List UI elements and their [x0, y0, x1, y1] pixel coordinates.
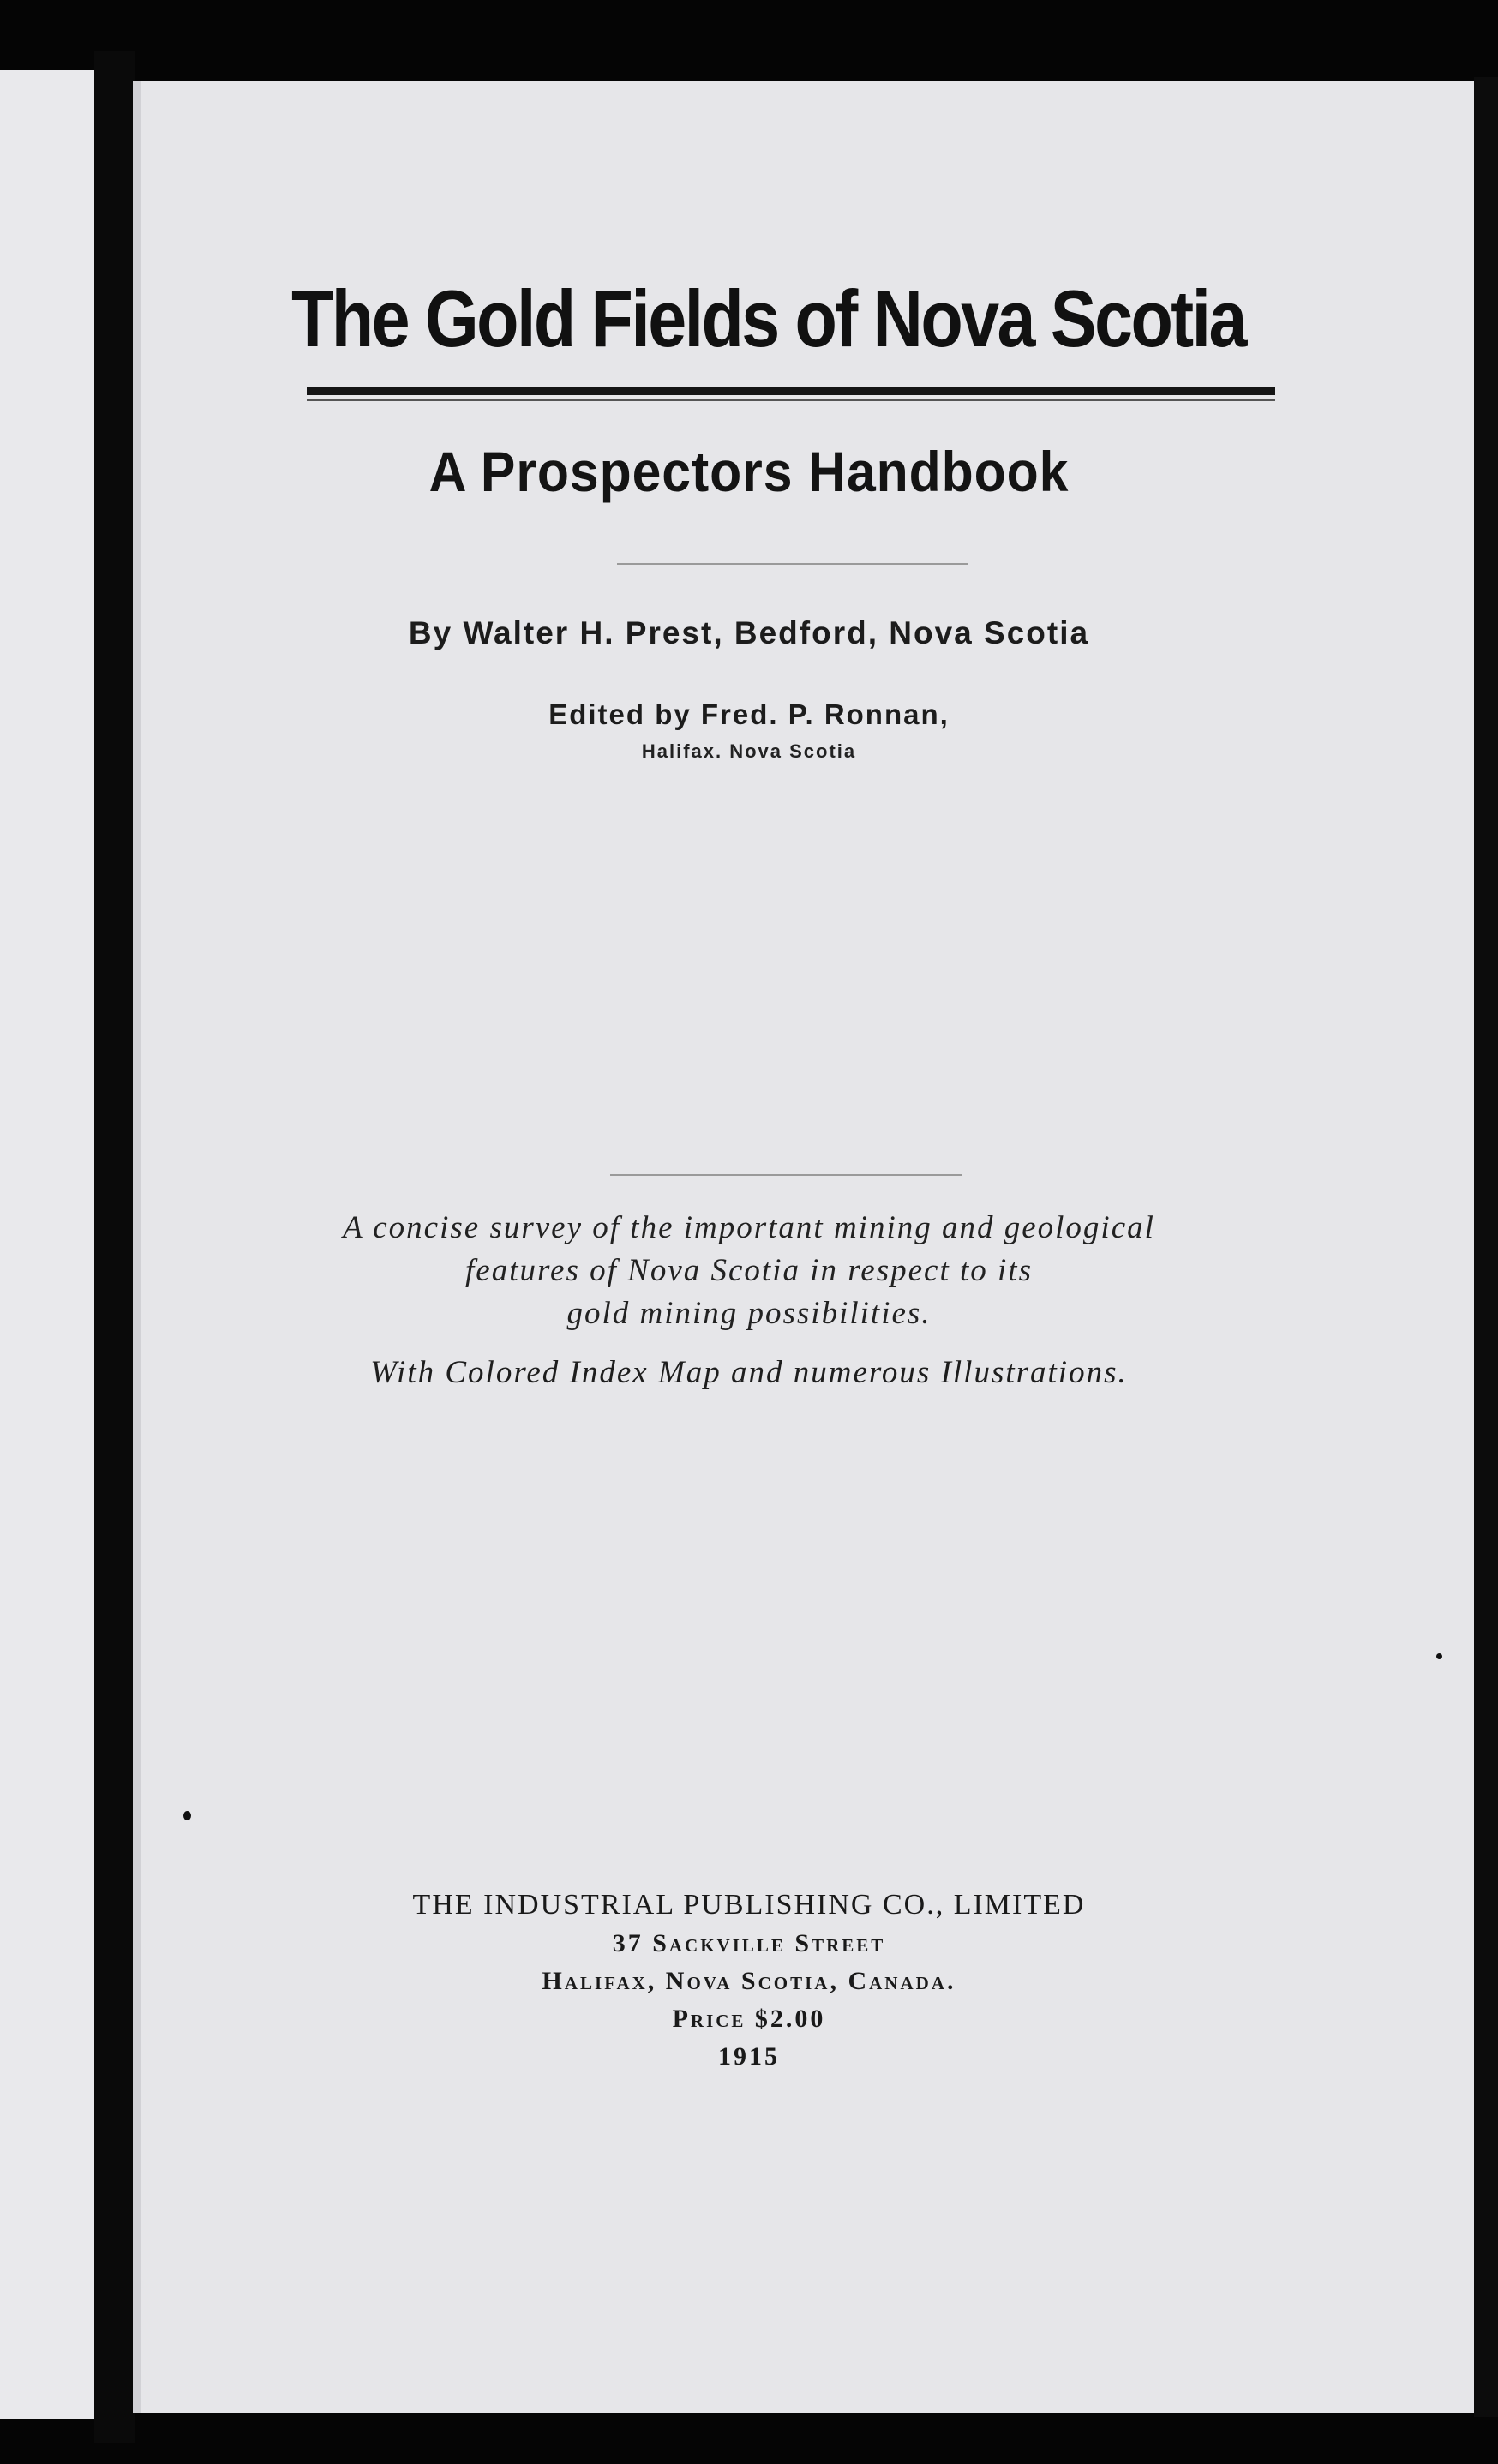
book-subtitle: A Prospectors Handbook [428, 440, 1070, 503]
description-line: A concise survey of the important mining and geological [343, 1210, 1155, 1245]
publisher-name: THE INDUSTRIAL PUBLISHING CO., LIMITED [412, 1889, 1086, 1921]
title-underline [307, 387, 1275, 395]
price: Price $2.00 [672, 2005, 826, 2033]
ornamental-rule [617, 563, 968, 565]
description-extra: With Colored Index Map and numerous Illustrations. [370, 1355, 1128, 1390]
scan-speck [183, 1811, 191, 1820]
description [0, 1207, 1498, 1335]
publication-year: 1915 [718, 2042, 780, 2071]
editor-place: Halifax. Nova Scotia [641, 740, 857, 762]
editor-line: Edited by Fred. P. Ronnan, [548, 698, 950, 730]
publisher-street: 37 Sackville Street [612, 1929, 886, 1957]
title-underline-thin [307, 399, 1275, 401]
scan-speck [1436, 1653, 1442, 1659]
description-line: gold mining possibilities. [566, 1296, 932, 1331]
publisher-city: Halifax, Nova Scotia, Canada. [542, 1967, 956, 1995]
section-rule [610, 1174, 962, 1176]
publisher-block [0, 1885, 1498, 2076]
book-title: The Gold Fields of Nova Scotia [291, 273, 1245, 363]
description-line: features of Nova Scotia in respect to its [465, 1253, 1033, 1288]
author-line: By Walter H. Prest, Bedford, Nova Scotia [408, 615, 1090, 650]
